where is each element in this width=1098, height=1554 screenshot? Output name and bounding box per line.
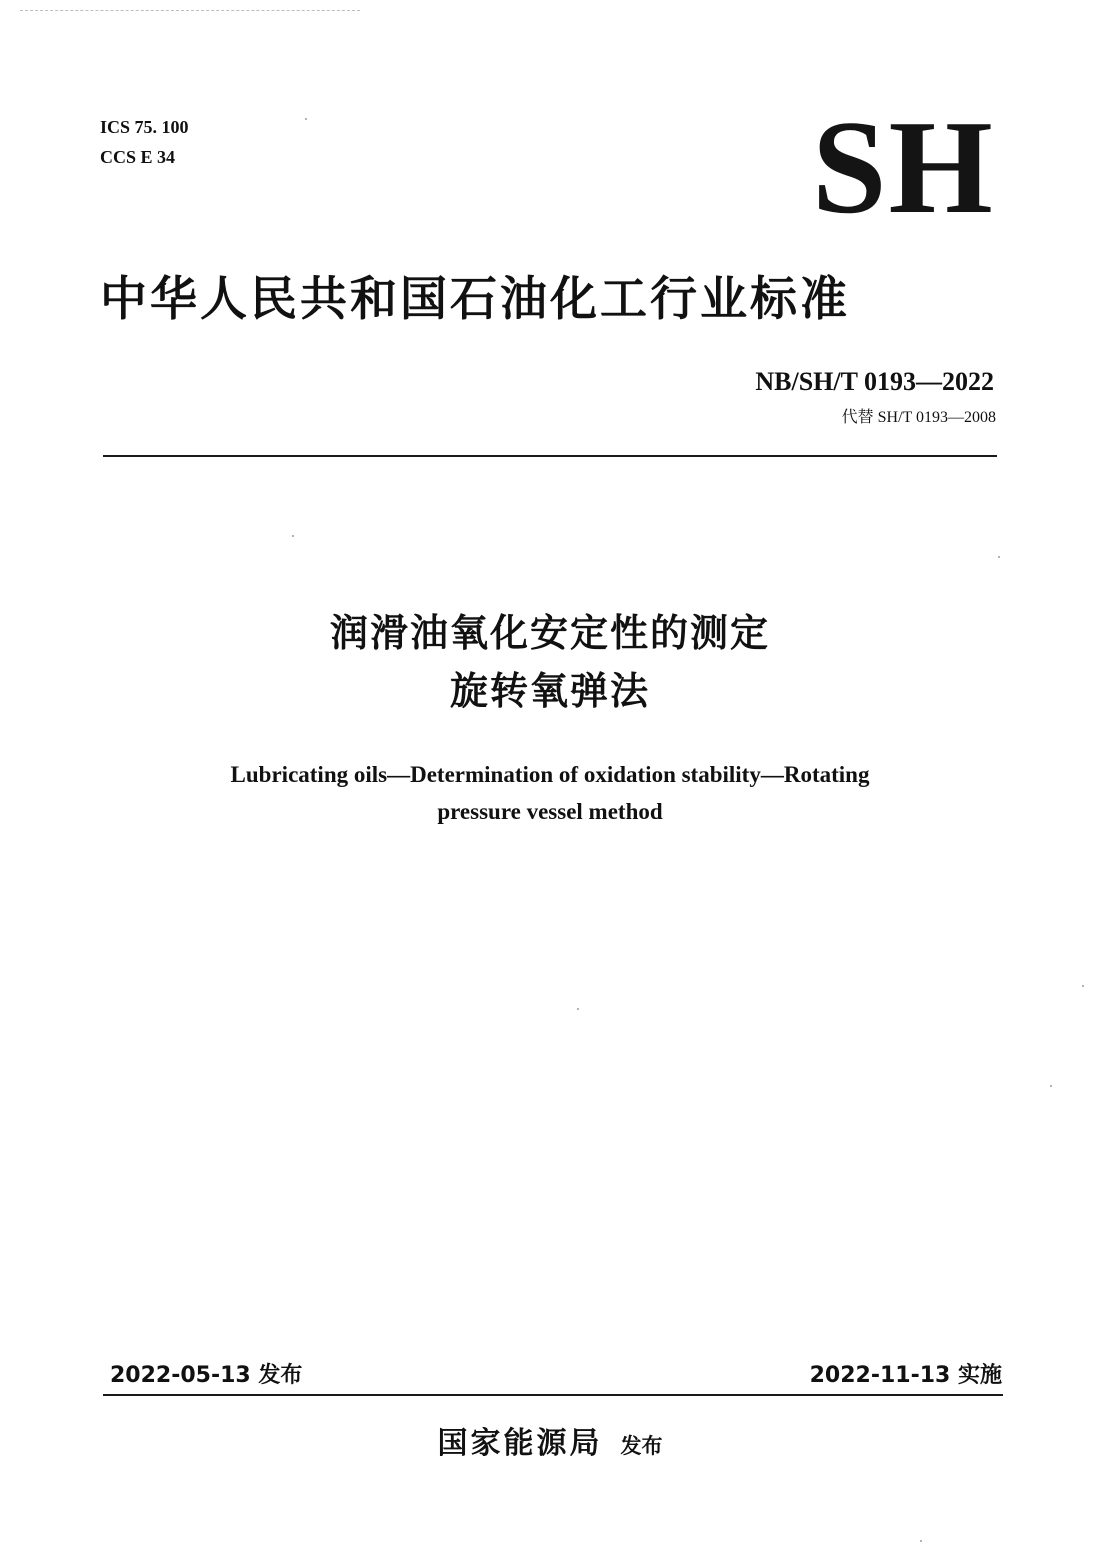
implementation-date: 2022-11-13 实施 [809, 1363, 1002, 1388]
chinese-title-line-2: 旋转氧弹法 [449, 669, 650, 713]
sh-logo: SH [812, 93, 995, 241]
scan-speck [920, 1540, 922, 1542]
chinese-title [100, 604, 1000, 720]
english-title-line-1: Lubricating oils—Determination of oxidation stability—Rotating [230, 762, 870, 787]
classification-codes [100, 112, 189, 172]
scan-speck [305, 118, 307, 120]
scan-speck [577, 1008, 579, 1010]
scan-speck [1082, 985, 1084, 987]
issue-date: 2022-05-13 发布 [110, 1363, 303, 1388]
english-title-line-2: pressure vessel method [437, 799, 663, 824]
scan-speck [1050, 1085, 1052, 1087]
english-title [100, 756, 1000, 830]
replaces-standard: 代替 SH/T 0193—2008 [841, 409, 996, 426]
ics-code: ICS 75. 100 [100, 117, 189, 137]
publisher-name: 国家能源局 [437, 1426, 603, 1461]
org-title: 中华人民共和国石油化工行业标准 [100, 272, 850, 327]
standard-number: NB/SH/T 0193—2022 [755, 367, 994, 396]
chinese-title-line-1: 润滑油氧化安定性的测定 [329, 611, 770, 655]
scan-speck [998, 556, 1000, 558]
publisher-suffix: 发布 [620, 1434, 663, 1458]
scan-artifact-line [20, 10, 360, 11]
scan-speck [292, 535, 294, 537]
publisher [100, 1422, 1000, 1468]
header-divider [103, 455, 997, 457]
footer-divider [103, 1394, 1003, 1396]
ccs-code: CCS E 34 [100, 147, 176, 167]
